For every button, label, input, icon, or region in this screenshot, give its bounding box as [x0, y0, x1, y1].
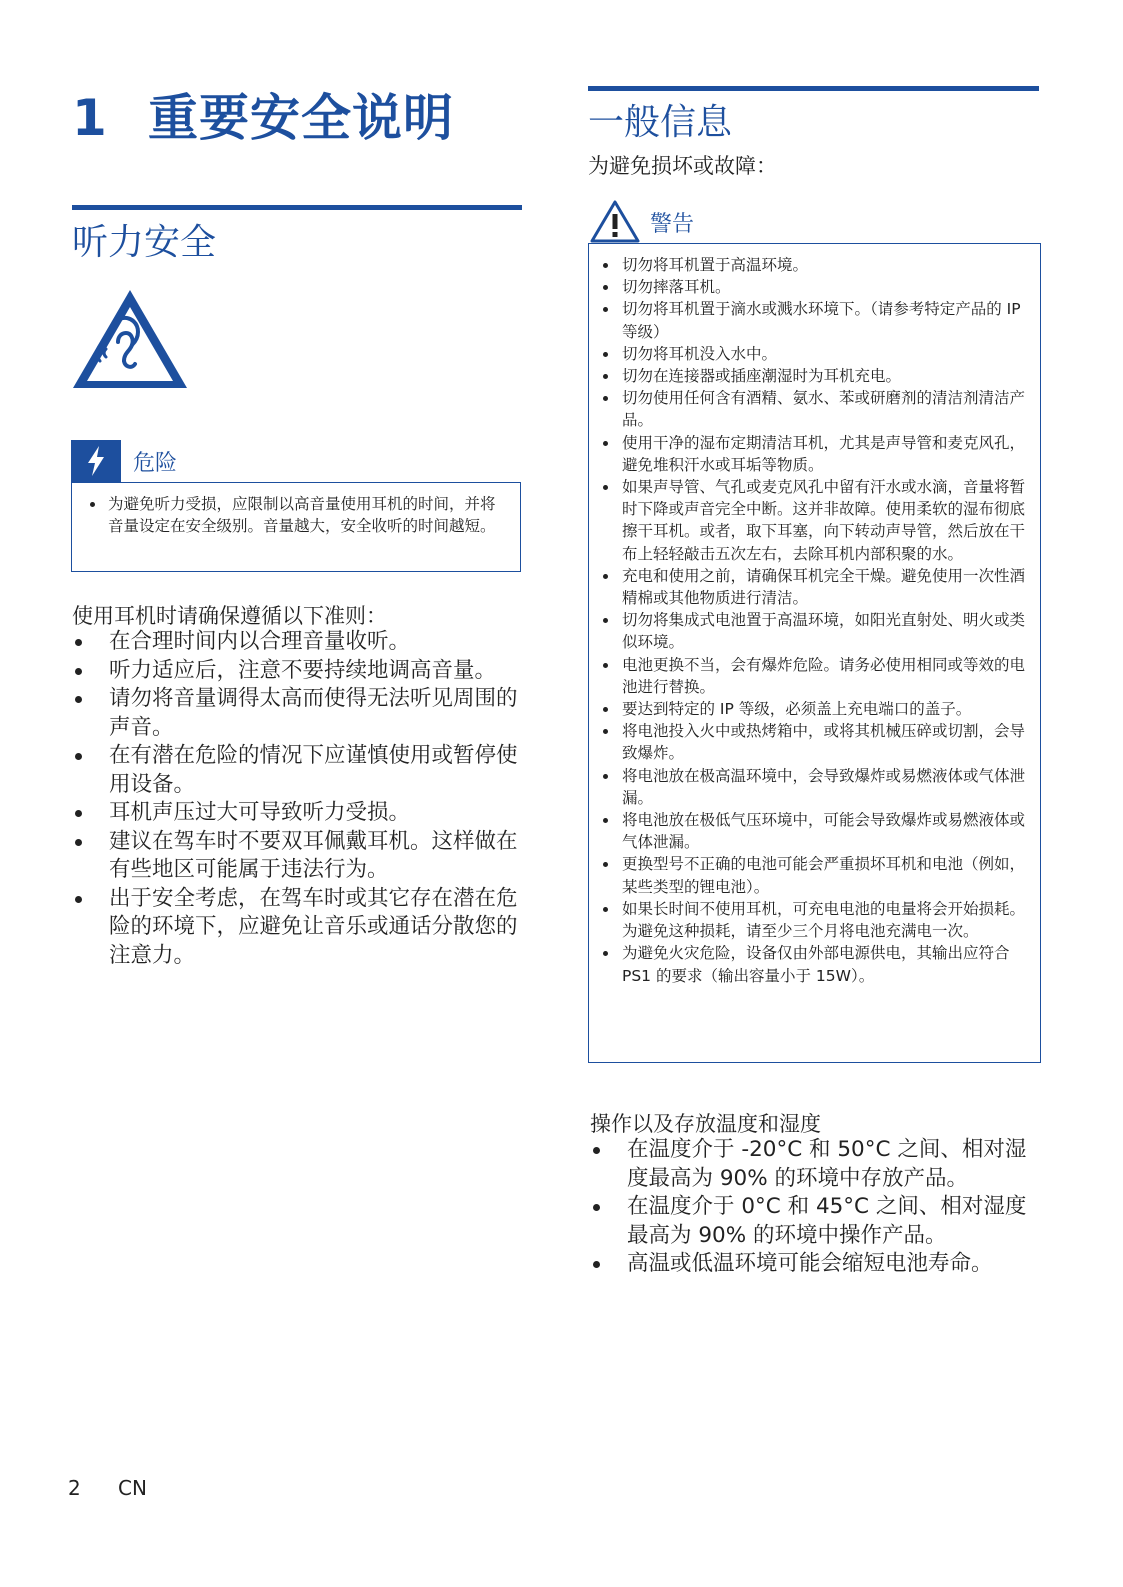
hearing-warning-icon: [70, 287, 190, 391]
guidelines-list: [72, 628, 532, 970]
section-rule-hearing: [72, 205, 522, 210]
hearing-safety-title: 听力安全: [72, 222, 217, 263]
warning-box: [588, 243, 1041, 1063]
list-item: 在合理时间内以合理音量收听。: [72, 628, 532, 657]
list-item: 切勿将耳机置于滴水或溅水环境下。（请参考特定产品的 IP 等级）: [601, 298, 1032, 342]
list-item: 如果长时间不使用耳机，可充电电池的电量将会开始损耗。为避免这种损耗，请至少三个月将电池充满电一次。: [601, 898, 1032, 942]
list-item: 切勿在连接器或插座潮湿时为耳机充电。: [601, 365, 1032, 387]
list-item: 在有潜在危险的情况下应谨慎使用或暂停使用设备。: [72, 742, 532, 799]
warning-header: [588, 198, 1039, 243]
danger-item: • 为避免听力受损，应限制以高音量使用耳机的时间，并将音量设定在安全级别。音量越大，安全收听的时间越短。: [106, 493, 510, 537]
list-item: 将电池放在极低气压环境中，可能会导致爆炸或易燃液体或气体泄漏。: [601, 809, 1032, 853]
list-item: 听力适应后，注意不要持续地调高音量。: [72, 657, 532, 686]
list-item: 将电池放在极高温环境中，会导致爆炸或易燃液体或气体泄漏。: [601, 765, 1032, 809]
list-item: 请勿将音量调得太高而使得无法听见周围的声音。: [72, 685, 532, 742]
language-code: CN: [118, 1476, 147, 1500]
chapter-number: 1: [72, 89, 108, 147]
warning-triangle-icon: [590, 200, 640, 243]
list-item: 要达到特定的 IP 等级，必须盖上充电端口的盖子。: [601, 698, 1032, 720]
list-item: 更换型号不正确的电池可能会严重损坏耳机和电池（例如，某些类型的锂电池）。: [601, 853, 1032, 897]
list-item: 充电和使用之前，请确保耳机完全干燥。避免使用一次性酒精棉或其他物质进行清洁。: [601, 565, 1032, 609]
guidelines-intro: 使用耳机时请确保遵循以下准则：: [72, 604, 387, 628]
danger-box: [71, 482, 521, 572]
list-item: 电池更换不当，会有爆炸危险。请务必使用相同或等效的电池进行替换。: [601, 654, 1032, 698]
list-item: 在温度介于 0°C 和 45°C 之间、相对湿度最高为 90% 的环境中操作产品。: [590, 1193, 1040, 1250]
list-item: 切勿将耳机置于高温环境。: [601, 254, 1032, 276]
page-number: 2: [68, 1476, 81, 1500]
list-item: 出于安全考虑，在驾车时或其它存在潜在危险的环境下，应避免让音乐或通话分散您的注意力。: [72, 885, 532, 971]
list-item: 为避免火灾危险，设备仅由外部电源供电，其输出应符合 PS1 的要求（输出容量小于 15W）。: [601, 942, 1032, 986]
list-item: 耳机声压过大可导致听力受损。: [72, 799, 532, 828]
lightning-icon: [71, 440, 121, 482]
list-item: 高温或低温环境可能会缩短电池寿命。: [590, 1250, 1040, 1279]
general-info-intro: 为避免损坏或故障：: [588, 154, 777, 178]
list-item: 如果声导管、气孔或麦克风孔中留有汗水或水滴，音量将暂时下降或声音完全中断。这并非故障。使用柔软的湿布彻底擦干耳机。或者，取下耳塞，向下转动声导管，然后放在干布上轻轻敲击五次左右，去除耳机内部积聚的水。: [601, 476, 1032, 565]
warning-label: 警告: [650, 212, 695, 237]
danger-label: 危险: [133, 451, 178, 476]
danger-header: [71, 440, 523, 482]
list-item: 建议在驾车时不要双耳佩戴耳机。这样做在有些地区可能属于违法行为。: [72, 828, 532, 885]
list-item: 在温度介于 -20°C 和 50°C 之间、相对湿度最高为 90% 的环境中存放产品。: [590, 1136, 1040, 1193]
ops-intro: 操作以及存放温度和湿度: [590, 1112, 821, 1136]
section-rule-general: [588, 86, 1039, 91]
list-item: 切勿摔落耳机。: [601, 276, 1032, 298]
list-item: 将电池投入火中或热烤箱中，或将其机械压碎或切割，会导致爆炸。: [601, 720, 1032, 764]
warning-list: [601, 254, 1032, 987]
page-footer: [68, 1476, 147, 1500]
chapter-heading: [72, 78, 454, 150]
general-info-title: 一般信息: [588, 102, 733, 143]
list-item: 切勿将集成式电池置于高温环境，如阳光直射处、明火或类似环境。: [601, 609, 1032, 653]
list-item: 使用干净的湿布定期清洁耳机，尤其是声导管和麦克风孔，避免堆积汗水或耳垢等物质。: [601, 432, 1032, 476]
ops-list: [590, 1136, 1040, 1279]
list-item: 切勿使用任何含有酒精、氨水、苯或研磨剂的清洁剂清洁产品。: [601, 387, 1032, 431]
chapter-title: 重要安全说明: [148, 89, 454, 147]
list-item: 切勿将耳机没入水中。: [601, 343, 1032, 365]
